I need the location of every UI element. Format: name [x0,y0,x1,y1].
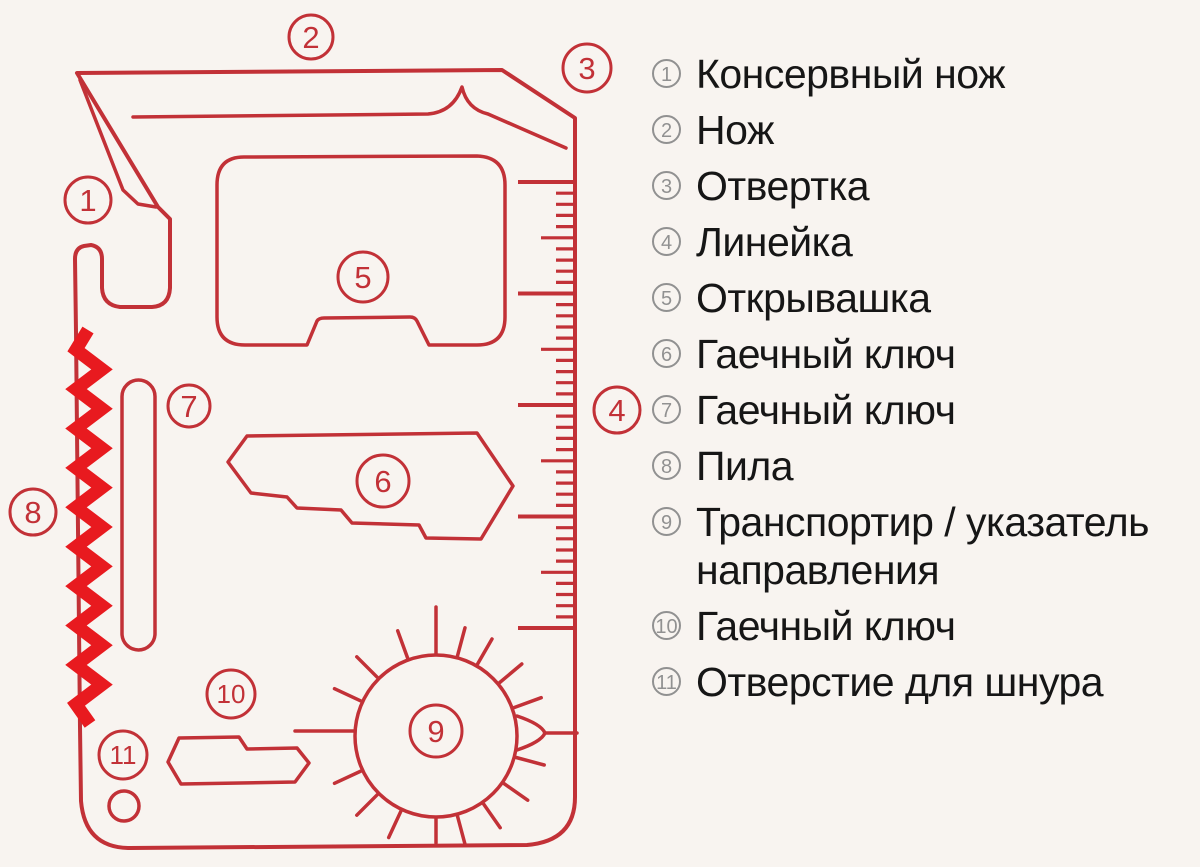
legend-item-label: Отверстие для шнура [696,659,1104,705]
legend-item-6 [652,330,1192,378]
legend-item-number: 9 [652,507,681,536]
wrench-10-cutout [168,737,309,784]
callout-7 [168,385,210,427]
protractor-pointer [517,716,545,750]
protractor-ray [484,804,501,828]
legend-item-label: Гаечный ключ [696,603,956,649]
callouts [10,15,640,779]
legend [652,50,1192,714]
legend-item-1 [652,50,1192,98]
legend-item-number: 2 [652,115,681,144]
legend-item-number: 11 [652,667,681,696]
bottle-opener-cutout [217,156,505,345]
callout-9-number: 9 [427,713,445,749]
legend-item-10 [652,602,1192,650]
protractor-ray [458,628,466,656]
protractor-ray [500,664,522,683]
legend-item-label: Транспортир / указатель направления [696,499,1149,593]
protractor-ray [357,657,378,678]
callout-4-number: 4 [608,392,626,428]
legend-item-number: 10 [652,611,681,640]
callout-3-number: 3 [578,50,596,86]
callout-3 [563,44,611,92]
legend-item-number: 7 [652,395,681,424]
legend-item-number: 3 [652,171,681,200]
knife-edge-line [133,87,566,148]
callout-8-number: 8 [24,494,42,530]
legend-item-4 [652,218,1192,266]
legend-item-number: 1 [652,59,681,88]
legend-item-number: 8 [652,451,681,480]
protractor-ray [357,795,378,816]
callout-9 [410,705,462,757]
callout-5 [338,252,388,302]
callout-4 [594,387,640,433]
legend-item-label: Гаечный ключ [696,387,956,433]
legend-item-label: Гаечный ключ [696,331,956,377]
legend-item-8 [652,442,1192,490]
lanyard-hole [109,791,139,821]
slot-7-cutout [122,380,155,650]
callout-1-number: 1 [79,182,97,218]
legend-item-5 [652,274,1192,322]
protractor-ray [458,816,466,844]
callout-8 [10,489,56,535]
legend-item-label: Нож [696,107,774,153]
callout-10 [207,670,255,718]
callout-5-number: 5 [354,259,372,295]
legend-item-7 [652,386,1192,434]
callout-2-number: 2 [302,19,320,55]
callout-11-number: 11 [109,740,137,771]
protractor-ray [389,811,401,837]
legend-item-2 [652,106,1192,154]
legend-item-label: Консервный нож [696,51,1006,97]
ruler-ticks [518,182,575,628]
legend-item-label: Линейка [696,219,853,265]
protractor-ray [504,784,528,801]
callout-7-number: 7 [180,388,198,424]
protractor-ray [398,631,408,658]
protractor-ray [335,771,361,783]
legend-item-label: Пила [696,443,794,489]
callout-6 [357,455,409,507]
wrench-6-cutout [228,433,513,539]
protractor-ray [478,639,493,664]
legend-item-number: 6 [652,339,681,368]
callout-11 [99,731,147,779]
legend-item-label: Отвертка [696,163,870,209]
callout-1 [65,177,111,223]
legend-item-number: 5 [652,283,681,312]
callout-10-number: 10 [216,679,246,710]
legend-item-11 [652,658,1192,706]
protractor-ray [335,689,361,701]
protractor-ray [516,758,544,766]
legend-item-9 [652,498,1192,594]
callout-2 [289,15,333,59]
legend-item-number: 4 [652,227,681,256]
protractor-ray [514,698,541,708]
callout-6-number: 6 [374,463,392,499]
legend-item-3 [652,162,1192,210]
legend-item-label: Открывашка [696,275,931,321]
